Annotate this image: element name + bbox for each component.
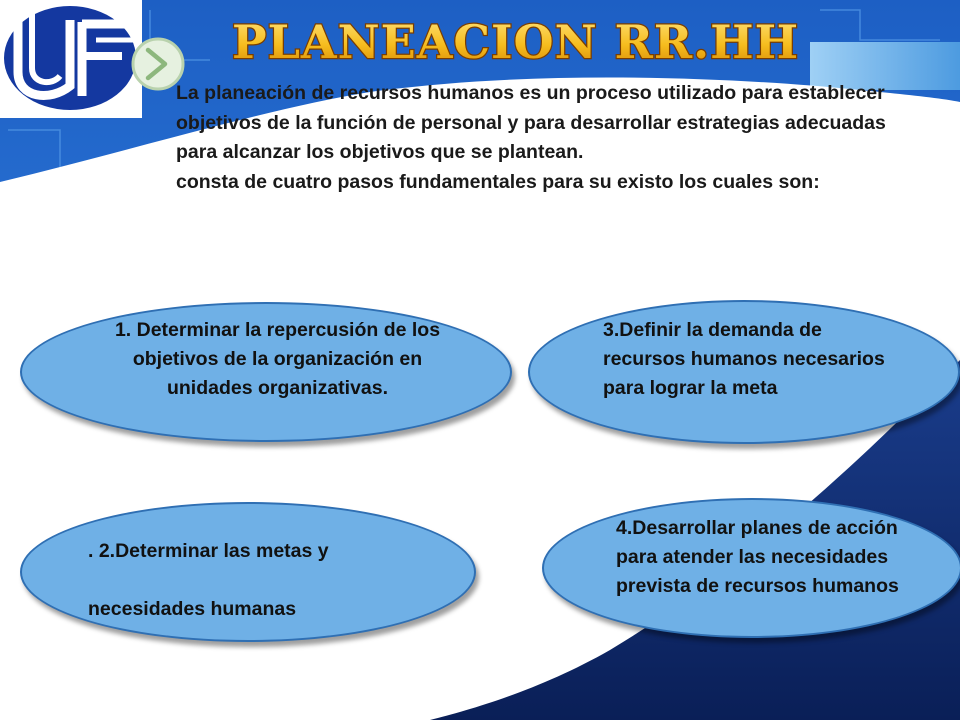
slide-title — [222, 8, 822, 72]
title-text: PLANEACION RR.HH — [232, 15, 800, 69]
step-1-oval — [20, 302, 512, 442]
step-4-oval — [542, 498, 960, 638]
step-4-text: 4.Desarrollar planes de acción para atender las necesidades prevista de recursos humanos — [616, 517, 899, 597]
step-2-line-2: necesidades humanas — [88, 598, 297, 620]
intro-paragraph: La planeación de recursos humanos es un proceso utilizado para establecer objetivos de la función de personal y para desarrollar estrategias adecuadas para alcanzar los objetivos que se plantean. — [176, 82, 886, 163]
step-2-text — [88, 537, 448, 624]
steps-intro-paragraph: consta de cuatro pasos fundamentales para su existo los cuales son: — [176, 170, 820, 193]
step-2-oval — [20, 502, 476, 642]
step-3-text: 3.Definir la demanda de recursos humanos necesarios para lograr la meta — [603, 319, 885, 399]
intro-text — [128, 79, 888, 197]
step-3-oval — [528, 300, 960, 444]
step-2-line-1: . 2.Determinar las metas y — [88, 540, 329, 562]
university-logo — [0, 0, 142, 118]
step-1-text: 1. Determinar la repercusión de los objetivos de la organización en unidades organizativas. — [114, 319, 441, 399]
